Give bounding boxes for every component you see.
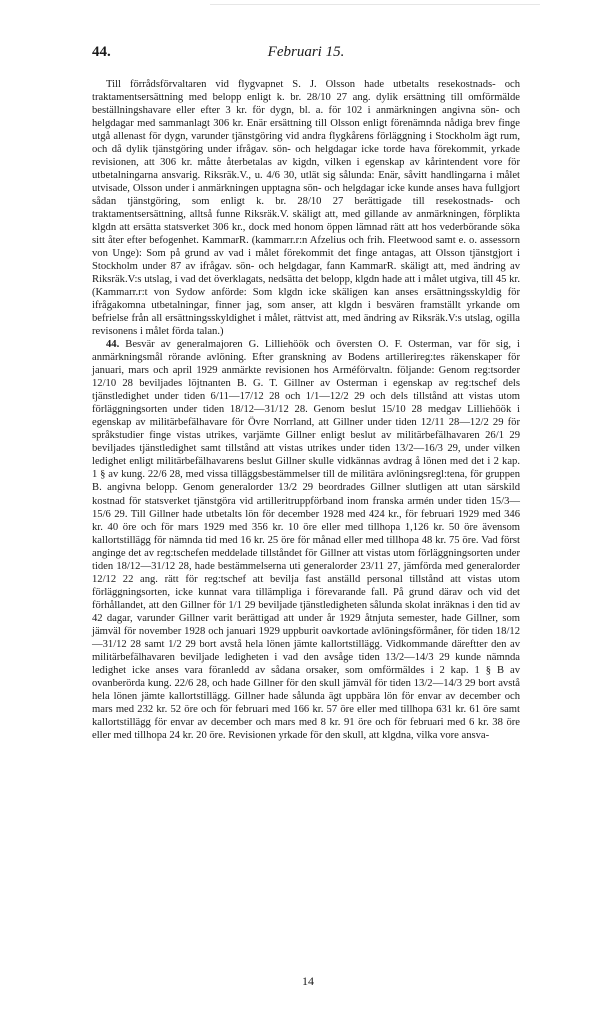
paragraph-text: Besvär av generalmajoren G. Lilliehöök och översten O. F. Osterman, var för sig, i anmärkningsmål rörande avlöning. Efter granskning av Bodens artillerireg:tes räkenskaper för januari, mars och april 1929 anmärkte revisionen hos Arméförvaltn. följande: Genom reg:tsorder 12/10 28 beviljades löjtnanten B. G. T. Gillner av Osterman i egenskap av reg:tschef dels tjänstledighet under tiden 6/11—17/12 28 och 1/1—12/2 29 och dels tillstånd att vistas utom förläggningsorten under tiden 18/12—31/12 28. Genom beslut 15/10 28 medgav Lilliehöök i egenskap av militärbefälhavare för Övre Norrland, att Gillner under tiden 12/11 28—12/2 29 för språkstudier finge vistas utrikes, varjämte Gillner enligt beslut av militärbefälhavaren 26/1 29 beviljades tjänstledighet samt tillstånd att vistas utrikes under tiden 13/2—16/3 29, under vilken ledighet enligt militärbefälhavarens beslut Gillner skulle vidkännas avdrag å lönen med det i 2 kap. 1 § av kung. 22/6 28, med vissa tilläggsbestämmelser till de militära avlöningsregl:tena, för gruppen B. angivna belopp. Genom generalorder 13/2 29 beordrades Gillner slutligen att utan särskild kostnad för statsverket tjänstgöra vid artilleritruppförband inom franska armén under tiden 15/3—15/6 29. Till Gillner hade utbetalts lön för december 1928 med 424 kr., för februari 1929 med 346 kr. 40 öre och för mars 1929 med 356 kr. 10 öre eller med tillhopa 1,126 kr. 50 öre ävensom kallortstillägg för nämnda tid med 16 kr. 25 öre för månad eller med tillhopa 48 kr. 75 öre. Vad först anginge det av reg:tschefen meddelade tillståndet för Gillner att vistas utom förläggningsorten under tiden 18/12—31/12 28, hade bestämmelserna uti generalorder 23/11 27, jämförda med generalorder 12/12 22 ang. rätt för reg:tschef att bevilja fast anställd personal tillstånd att vistas utom förläggningsorten, icke kunnat vara tillämpliga i förevarande fall. På grund därav och vid det förhållandet, att den Gillner för 1/1 29 beviljade tjänstledigheten sålunda skolat inräknas i den tid av 42 dagar, varunder Gillner varit berättigad att under år 1929 åtnjuta semester, hade Gillner, som jämväl för november 1928 och januari 1929 uppburit oavkortade avlöningsförmåner, för tiden 18/12—31/12 28 samt 1/2 29 bort avstå hela lönen jämte kallortstillägg. Vidkommande däreftter den av militärbefälhavaren beviljade ledigheten i vad den avsåge tiden 13/2—14/3 29 kunde nämnda ledighet icke anses vara föranledd av sådana orsaker, som omförmäldes i 2 kap. 1 § B av ovanberörda kung. 22/6 28, och hade Gillner för den skull jämväl för tiden 13/2—14/3 29 bort avstå hela lönen jämte kallortstillägg. Gillner hade sålunda ägt uppbära lön för envar av december och mars med 232 kr. 52 öre och för februari med 166 kr. 57 öre eller med tillhopa 631 kr. 61 öre samt kallortstillägg för envar av december och mars med 8 kr. 91 öre och för februari med 6 kr. 38 öre eller med tillhopa 24 kr. 20 öre. Revisionen yrkade för den skull, att klgdna, vilka vore ansva- bbox=[92, 339, 520, 741]
case-number: 44. bbox=[106, 339, 120, 351]
page-folio: 14 bbox=[302, 974, 314, 988]
page-number: 44. bbox=[92, 44, 111, 60]
running-head: Februari 15. bbox=[267, 44, 345, 60]
paragraph-case-44 bbox=[92, 338, 520, 741]
scan-edge-line bbox=[210, 4, 540, 5]
body-text bbox=[92, 78, 520, 742]
paragraph-text: Till förrådsförvaltaren vid flygvapnet S. J. Olsson hade utbetalts resekostnads- och traktamentsersättning med belopp enligt k. br. 28/10 27 ang. dylik ersättning till omförmälde beställningshavare eller efter 3 kr. för dygn, bl. a. för 102 i anmärkningen angivna sön- och helgdagar med sammanlagt 306 kr. Enär ersättning till Olsson enligt förenämnda nådiga brev finge utgå allenast för dygn, varunder tjänstgöring vid andra flygkårens förläggning i Stockholm ägt rum, och då dylik tjänstgöring under ifrågav. sön- och helgdagar icke torde hava förekommit, yrkade revisionen, att 306 kr. måtte återbetalas av kigdn, vilken i egenskap av kårintendent vore för utbetalningarna ansvarig. Riksräk.V., u. 4/6 30, utlät sig sålunda: Enär, såvitt handlingarna i målet utvisade, Olsson under i anmärkningen upptagna sön- och helgdagar icke kunde anses hava fullgjort sådan tjänstgöring, som enligt k. br. 28/10 27 berättigade till resekostnads- och traktamentsersättning, alltså funne Riksräk.V. skäligt att, med gillande av anmärkningen, förplikta klgdn att ersätta statsverket 306 kr., dock med honom öppen lämnad rätt att hos vederbörande söka sitt åter efter befogenhet. KammarR. (kammarr.r:n Afzelius och frih. Fleetwood samt e. o. assessorn von Unge): Som på grund av vad i målet förekommit det finge antagas, att Olsson tjänstgjort i Stockholm under 87 av ifrågav. sön- och helgdagar, fann KammarR. skäligt att, med ändring av Riksräk.V:s utslag, i vad det överklagats, nedsätta det belopp, klgdn hade att i målet utgiva, till 45 kr. (Kammarr.r:t von Sydow anförde: Som klgdn icke skäligen kan anses ersättningsskyldig för ifrågakomna utbetalningar, finner jag, som anser, att klgdn i besvären framställt yrkande om befrielse från all ersättningsskyldighet i målet, rättvist att, med ändring av Riksräk.V:s utslag, ogilla revisonens i målet förda talan.) bbox=[92, 79, 520, 338]
page-header bbox=[92, 44, 520, 64]
paragraph-olsson-case bbox=[92, 78, 520, 338]
